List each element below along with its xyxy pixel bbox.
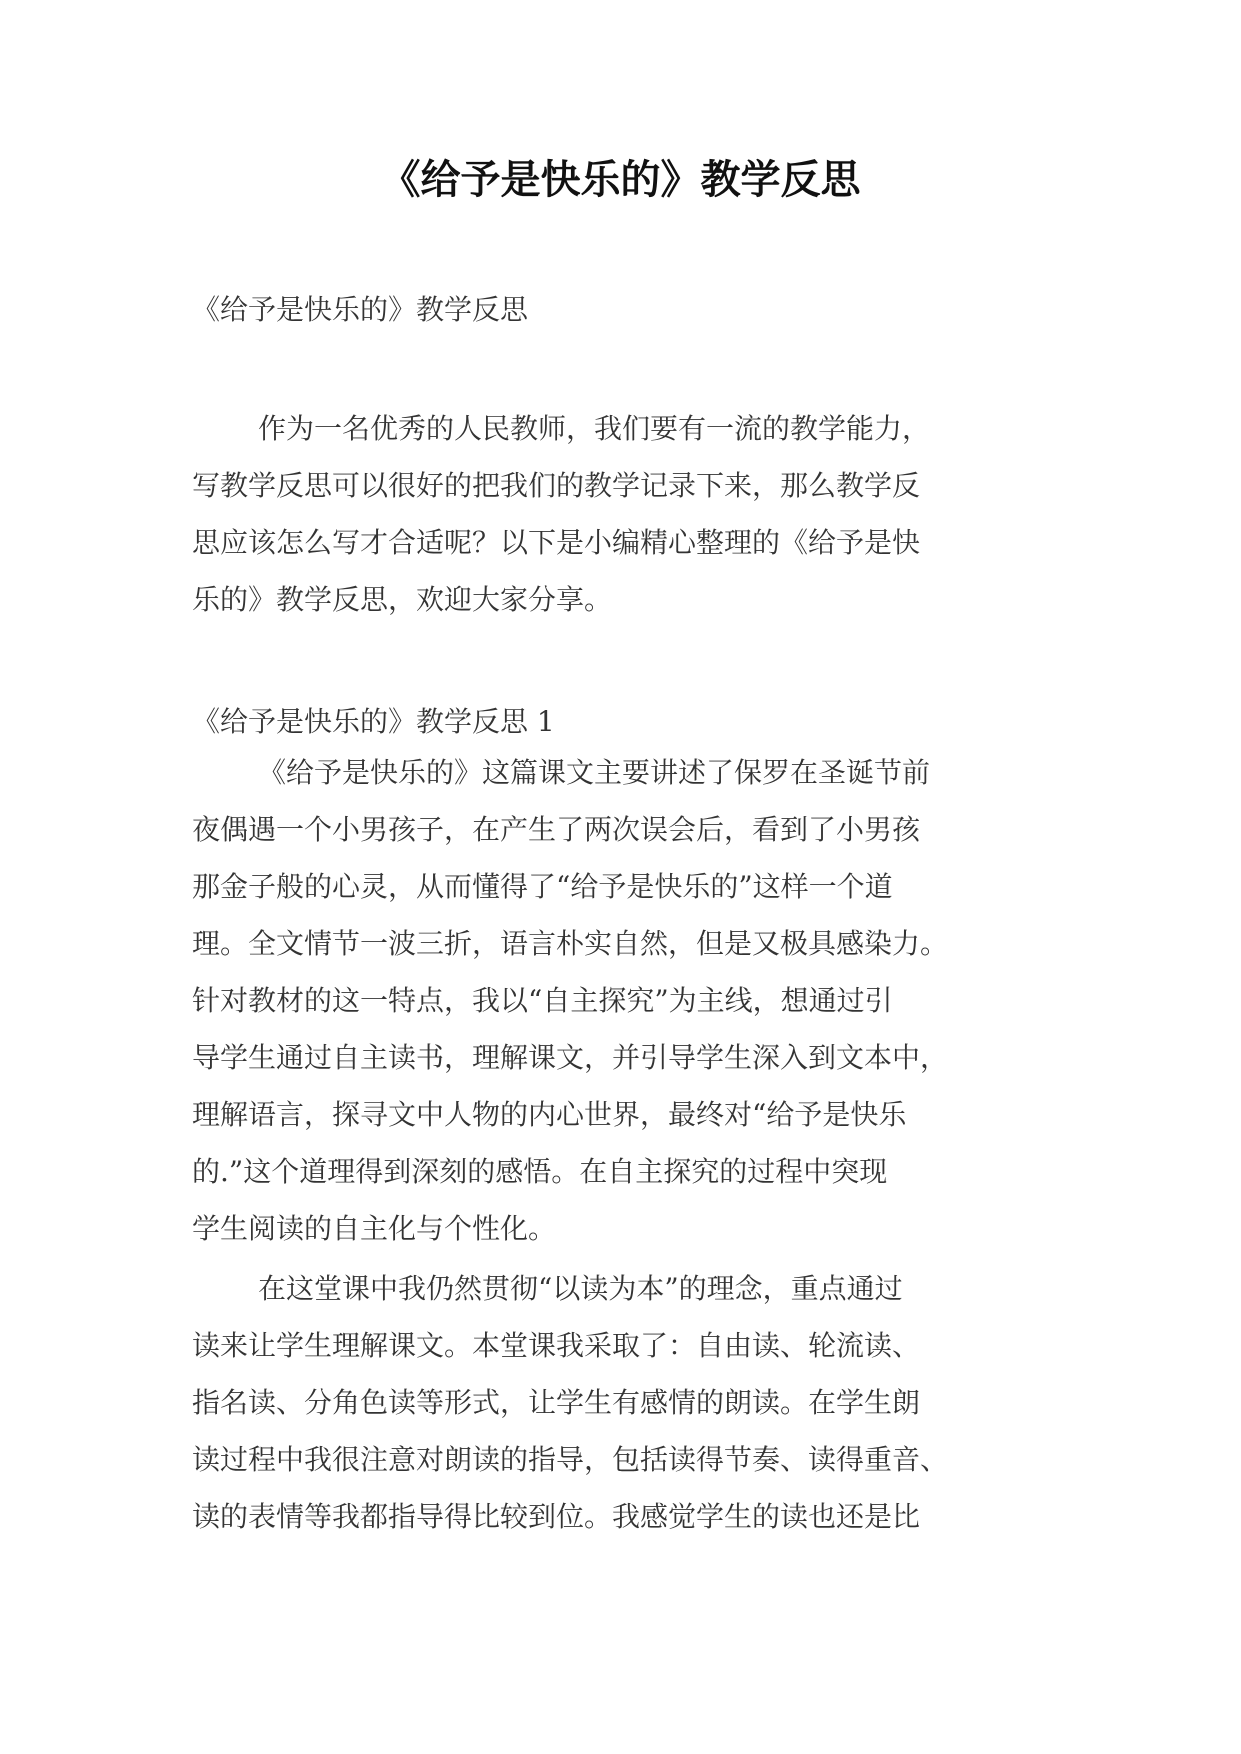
- paragraph-line: 读过程中我很注意对朗读的指导，包括读得节奏、读得重音、: [192, 1443, 949, 1476]
- paragraph-line: 读的表情等我都指导得比较到位。我感觉学生的读也还是比: [192, 1500, 921, 1533]
- paragraph-line: 学生阅读的自主化与个性化。: [192, 1212, 557, 1245]
- intro-line: 作为一名优秀的人民教师，我们要有一流的教学能力，: [258, 412, 931, 445]
- body-paragraph-2: [192, 1260, 1054, 1545]
- paragraph-line: 理。全文情节一波三折，语言朴实自然，但是又极具感染力。: [192, 927, 949, 960]
- paragraph-line: 读来让学生理解课文。本堂课我采取了：自由读、轮流读、: [192, 1329, 921, 1362]
- paragraph-line: 那金子般的心灵，从而懂得了“给予是快乐的”这样一个道: [192, 870, 893, 903]
- intro-line: 乐的》教学反思，欢迎大家分享。: [192, 583, 613, 616]
- document-subtitle: 《给予是快乐的》教学反思: [192, 293, 529, 326]
- body-paragraph-1: [192, 744, 1054, 1257]
- paragraph-line: 夜偶遇一个小男孩子，在产生了两次误会后，看到了小男孩: [192, 813, 921, 846]
- document-title: 《给予是快乐的》教学反思: [380, 157, 861, 203]
- paragraph-line: 指名读、分角色读等形式，让学生有感情的朗读。在学生朗: [192, 1386, 921, 1419]
- intro-line: 思应该怎么写才合适呢？以下是小编精心整理的《给予是快: [192, 526, 921, 559]
- section-heading: 《给予是快乐的》教学反思 1: [192, 705, 555, 738]
- paragraph-line: 针对教材的这一特点，我以“自主探究”为主线，想通过引: [192, 984, 893, 1017]
- intro-line: 写教学反思可以很好的把我们的教学记录下来，那么教学反: [192, 469, 921, 502]
- paragraph-line: 导学生通过自主读书，理解课文，并引导学生深入到文本中，: [192, 1041, 949, 1074]
- paragraph-line: 《给予是快乐的》这篇课文主要讲述了保罗在圣诞节前: [258, 756, 931, 789]
- paragraph-line: 在这堂课中我仍然贯彻“以读为本”的理念，重点通过: [258, 1272, 903, 1305]
- intro-paragraph: [192, 400, 1054, 628]
- paragraph-line: 的.”这个道理得到深刻的感悟。在自主探究的过程中突现: [192, 1155, 888, 1188]
- paragraph-line: 理解语言，探寻文中人物的内心世界，最终对“给予是快乐: [192, 1098, 907, 1131]
